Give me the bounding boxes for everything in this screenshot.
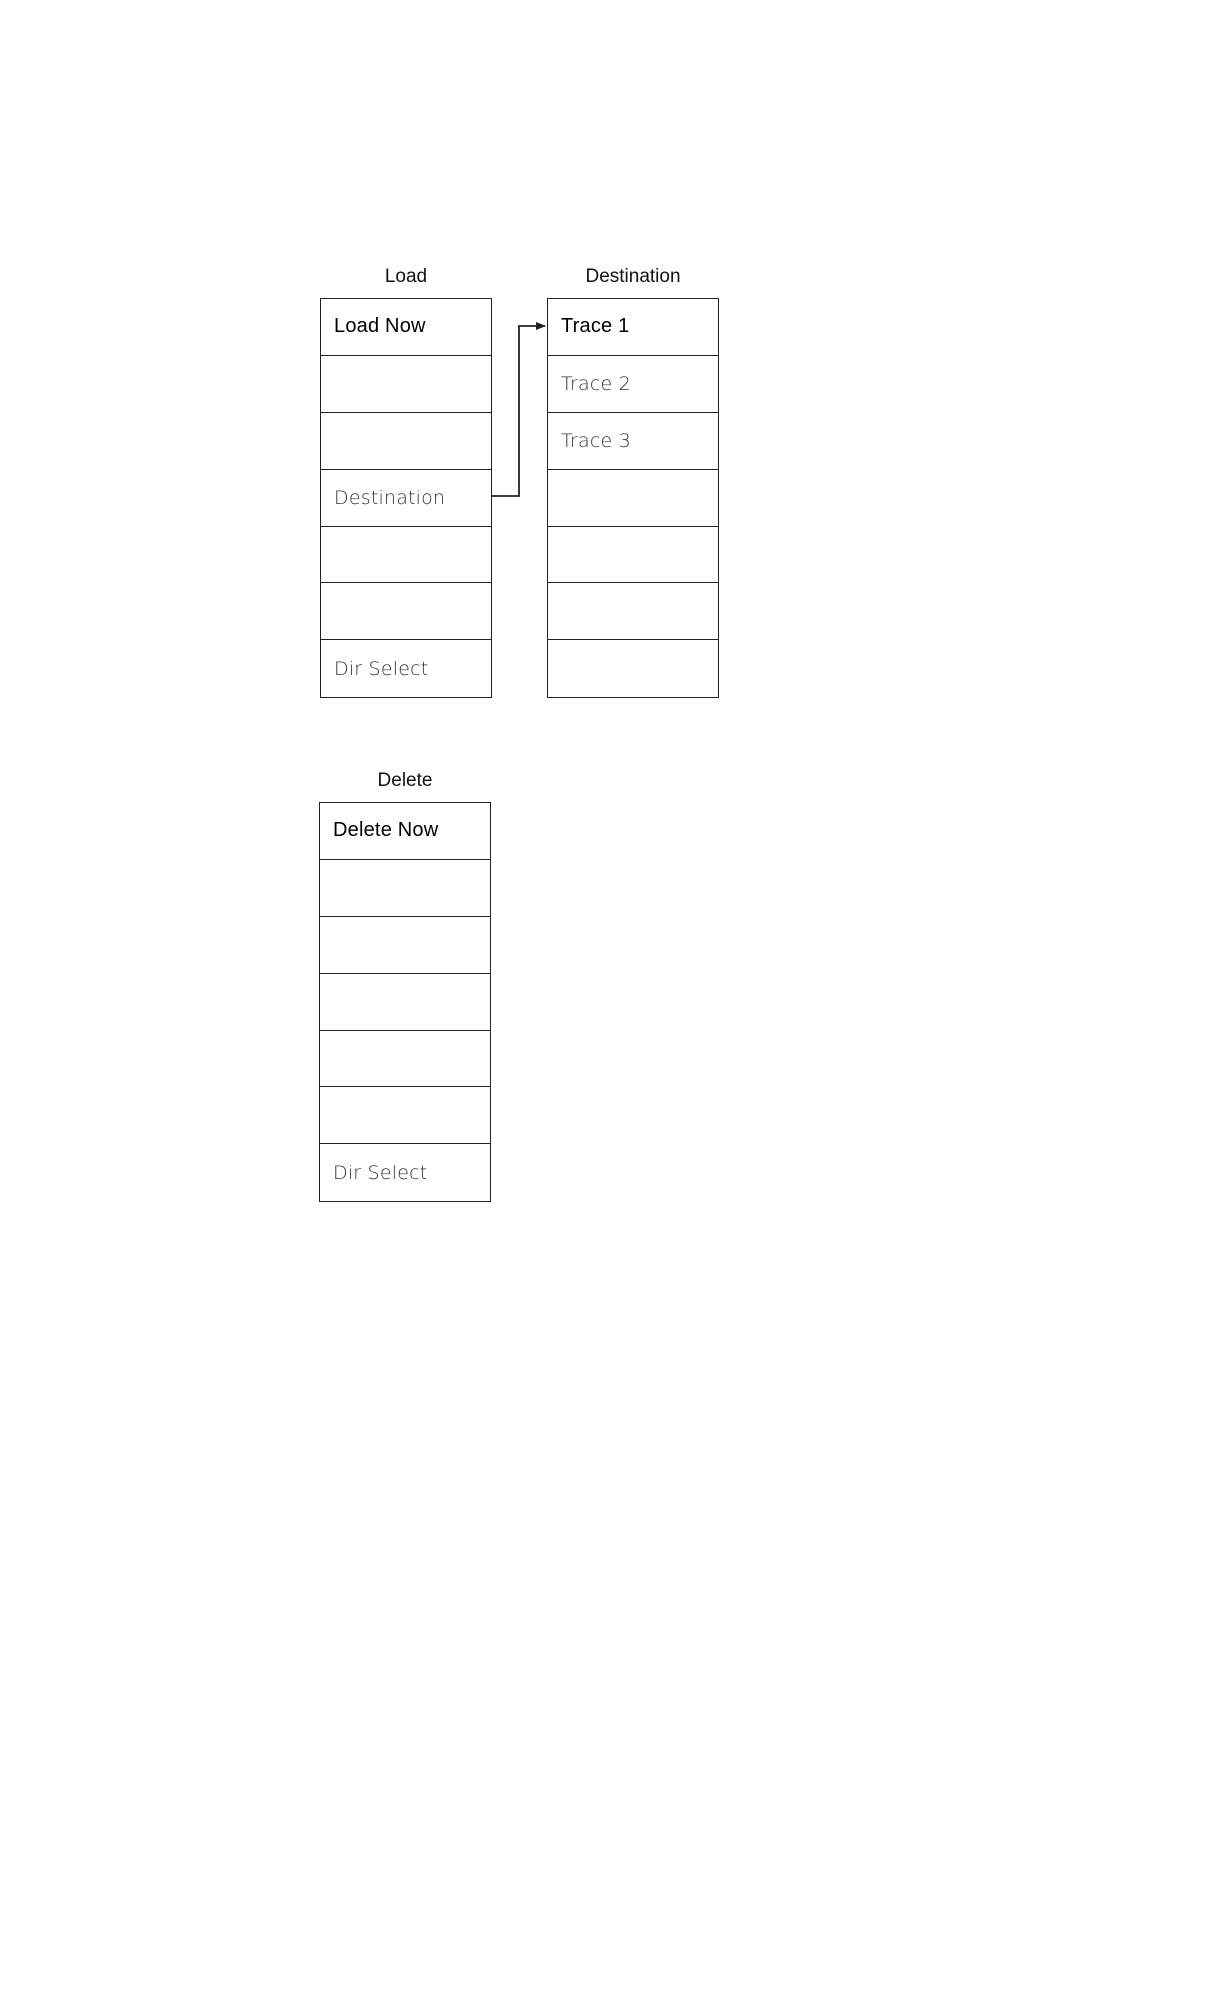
load-softkey-2[interactable]: [321, 356, 491, 413]
trace-3-softkey[interactable]: Trace 3: [548, 413, 718, 470]
delete-softkey-4[interactable]: [320, 974, 490, 1031]
load-dir-select-softkey[interactable]: Dir Select: [334, 657, 429, 680]
destination-softkey-4[interactable]: [548, 470, 718, 527]
delete-softkey-5[interactable]: [320, 1031, 490, 1088]
load-destination-softkey[interactable]: Destination: [321, 470, 491, 527]
destination-menu: [547, 298, 719, 698]
destination-softkey-7[interactable]: [548, 640, 718, 697]
destination-softkey-6[interactable]: [548, 583, 718, 640]
destination-softkey-5[interactable]: [548, 527, 718, 584]
load-softkey-3[interactable]: [321, 413, 491, 470]
delete-softkey-3[interactable]: [320, 917, 490, 974]
load-menu-title: Load: [384, 266, 428, 287]
trace-2-softkey[interactable]: Trace 2: [548, 356, 718, 413]
delete-menu-title: Delete: [377, 770, 433, 791]
load-now-softkey[interactable]: Load Now: [321, 299, 491, 356]
delete-softkey-6[interactable]: [320, 1087, 490, 1144]
load-softkey-6[interactable]: [321, 583, 491, 640]
load-menu: [320, 298, 492, 698]
trace-1-softkey[interactable]: Trace 1: [548, 299, 718, 356]
delete-softkey-2[interactable]: [320, 860, 490, 917]
delete-menu: [319, 802, 491, 1202]
connector-line: [492, 326, 546, 496]
destination-menu-title: Destination: [585, 266, 681, 287]
delete-dir-select-softkey[interactable]: Dir Select: [333, 1161, 428, 1184]
delete-now-softkey[interactable]: Delete Now: [320, 803, 490, 860]
load-softkey-5[interactable]: [321, 527, 491, 584]
